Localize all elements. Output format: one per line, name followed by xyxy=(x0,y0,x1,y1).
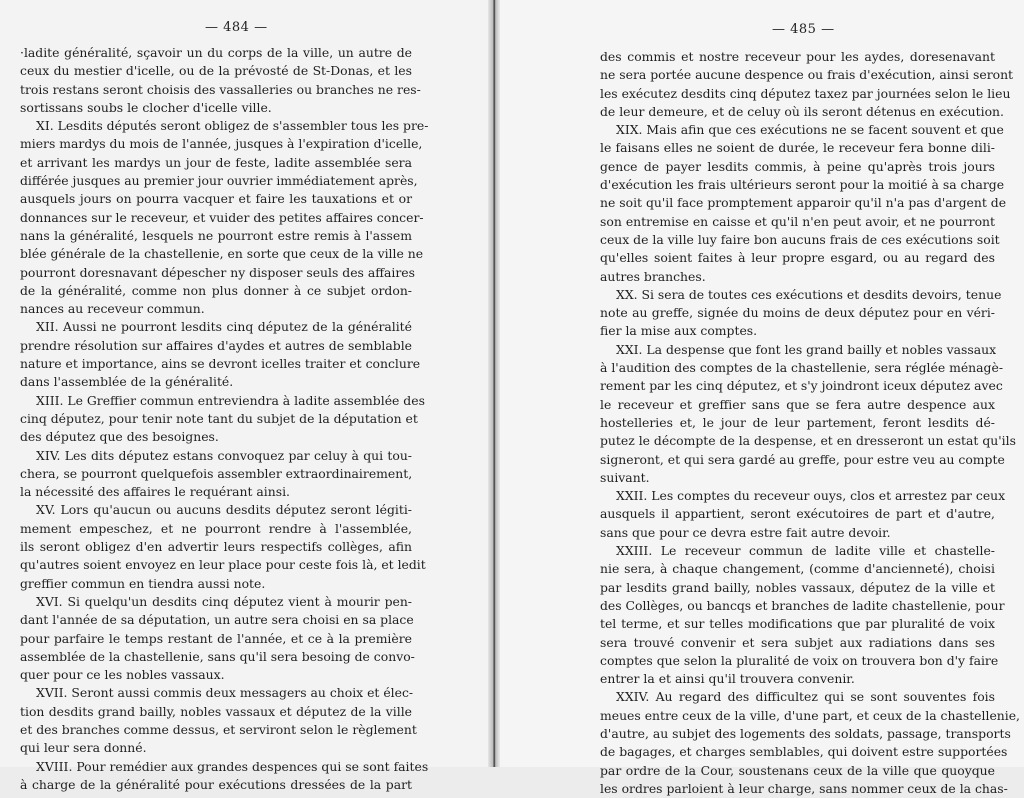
text-line: mement empeschez, et ne pourront rendre à l'assemblée, xyxy=(20,520,412,536)
text-line: suivant. xyxy=(600,469,650,485)
text-line: qu'autres soient envoyez en leur place pour ceste fois là, et ledit xyxy=(20,557,426,573)
text-line: par lesdits grand bailly, nobles vassaux, députez de la ville et xyxy=(600,579,995,595)
text-line: tion desdits grand bailly, nobles vassaux et députez de la ville xyxy=(20,703,412,719)
text-line: le receveur et greffier sans que se fera autre despence aux xyxy=(600,396,995,412)
text-line: XV. Lors qu'aucun ou aucuns desdits députez seront légiti- xyxy=(36,502,412,518)
text-line: cinq députez, pour tenir note tant du subjet de la députation et xyxy=(20,410,418,426)
book-gutter xyxy=(488,0,500,767)
text-line: d'exécution les frais ultérieurs seront pour la moitié à sa charge xyxy=(600,177,1005,193)
text-line: la nécessité des affaires le requérant ainsi. xyxy=(20,484,290,500)
text-line: donnances sur le receveur, et vuider des petites affaires concer- xyxy=(20,209,424,225)
left-page xyxy=(0,0,494,792)
text-line: prendre résolution sur affaires d'aydes et autres de semblable xyxy=(20,337,412,353)
text-line: signeront, et qui sera gardé au greffe, pour estre veu au compte xyxy=(600,451,1005,467)
text-line: dans l'assemblée de la généralité. xyxy=(20,374,234,390)
text-line: tel terme, et sur telles modifications que par pluralité de voix xyxy=(600,616,995,632)
text-line: ne sera portée aucune despence ou frais d'exécution, ainsi seront xyxy=(600,67,1014,83)
text-line: d'autre, au subjet des logements des soldats, passage, transports xyxy=(600,725,1011,741)
text-line: de bagages, et charges semblables, qui doivent estre supportées xyxy=(600,744,1008,760)
text-line: et arrivant les mardys un jour de feste, ladite assemblée sera xyxy=(20,154,412,170)
text-line: sera trouvé convenir et sera subjet aux radiations dans ses xyxy=(600,634,995,650)
text-line: hostelleries et, le jour de leur partement, feront lesdits dé- xyxy=(600,414,995,430)
text-line: de leur demeure, et de celuy où ils seront détenus en exécution. xyxy=(600,103,1004,119)
text-line: XVI. Si quelqu'un desdits cinq députez vient à mourir pen- xyxy=(36,593,412,609)
text-line: des députez que des besoignes. xyxy=(20,429,219,445)
text-line: ils seront obligez d'en advertir leurs respectifs collèges, afin xyxy=(20,539,412,555)
text-line: XIX. Mais afin que ces exécutions ne se facent souvent et que xyxy=(616,122,1004,138)
text-line: XVIII. Pour remédier aux grandes despences qui se sont faites xyxy=(36,758,429,774)
text-line: greffier commun en tiendra aussi note. xyxy=(20,575,266,591)
text-line: XVII. Seront aussi commis deux messagers au choix et élec- xyxy=(36,685,414,701)
text-line: entrer la et ainsi qu'il trouvera convenir. xyxy=(600,671,855,687)
text-line: ceux de la ville luy faire bon aucuns frais de ces exécutions soit xyxy=(600,231,1000,247)
text-line: le faisans elles ne soient de durée, le receveur fera bonne dili- xyxy=(600,140,995,156)
text-line: les ordres parloient à leur charge, sans nommer ceux de la chas- xyxy=(600,780,1008,796)
text-line: pour parfaire le temps restant de l'année, et ce à la première xyxy=(20,630,412,646)
text-line: pourront doresnavant dépescher ny disposer seuls des affaires xyxy=(20,264,415,280)
text-line: ne soit qu'il face promptement apparoir qu'il n'a pas d'argent de xyxy=(600,195,1007,211)
text-line: par ordre de la Cour, soustenans ceux de la ville que quoyque xyxy=(600,762,995,778)
text-line: autres branches. xyxy=(600,268,706,284)
text-line: différée jusques au premier jour ouvrier immédiatement après, xyxy=(20,173,418,189)
text-line: ausquels il appartient, seront exécutoires de part et d'autre, xyxy=(600,506,995,522)
right-page-text xyxy=(600,48,1020,798)
text-line: XII. Aussi ne pourront lesdits cinq députez de la généralité xyxy=(36,319,412,335)
text-line: XIII. Le Greffier commun entreviendra à ladite assemblée des xyxy=(36,392,425,408)
page-number-left: — 484 — xyxy=(205,20,268,35)
text-line: des commis et nostre receveur pour les aydes, doresenavant xyxy=(600,49,995,64)
text-line: les exécutez desdits cinq députez taxez par journées selon le lieu xyxy=(600,85,1011,101)
text-line: trois restans seront choisis des vassalleries ou branches ne res- xyxy=(20,81,421,97)
text-line: qui leur sera donné. xyxy=(20,740,147,756)
text-line: meues entre ceux de la ville, d'une part, et ceux de la chastellenie, xyxy=(600,707,1020,723)
text-line: assemblée de la chastellenie, sans qu'il sera besoing de convo- xyxy=(20,648,415,664)
text-line: dant l'année de sa députation, un autre sera choisi en sa place xyxy=(20,612,414,628)
text-line: et des branches comme dessus, et serviront selon le règlement xyxy=(20,721,417,737)
text-line: XXII. Les comptes du receveur ouys, clos et arrestez par ceux xyxy=(616,488,1006,504)
text-line: sortissans soubs le clocher d'icelle ville. xyxy=(20,99,272,115)
text-line: gence de payer lesdits commis, à peine qu'après trois jours xyxy=(600,158,995,174)
text-line: sans que pour ce devra estre fait autre devoir. xyxy=(600,524,891,540)
text-line: des Collèges, ou bancqs et branches de ladite chastellenie, pour xyxy=(600,597,1005,613)
text-line: XIV. Les dits députez estans convoquez par celuy à qui tou- xyxy=(36,447,412,463)
text-line: XXIII. Le receveur commun de ladite ville et chastelle- xyxy=(616,543,995,559)
text-line: ausquels jours on pourra vacquer et faire les tauxations et or xyxy=(20,191,412,207)
text-line: ·ladite généralité, sçavoir un du corps de la ville, un autre de xyxy=(20,45,412,60)
text-line: nans la généralité, lesquels ne pourront estre remis à l'assem xyxy=(20,227,412,243)
right-page xyxy=(500,0,1024,796)
text-line: à l'audition des comptes de la chastellenie, sera réglée ménagè- xyxy=(600,360,1004,376)
text-line: nie sera, à chaque changement, (comme d'ancienneté), choisi xyxy=(600,561,995,577)
left-page-text xyxy=(20,44,429,794)
text-line: putez le décompte de la despense, et en dresseront un estat qu'ils xyxy=(600,433,1016,449)
text-line: miers mardys du mois de l'année, jusques à l'expiration d'icelle, xyxy=(20,136,423,152)
text-line: quer pour ce les nobles vassaux. xyxy=(20,667,225,683)
text-line: XXI. La despense que font les grand bailly et nobles vassaux xyxy=(616,341,997,357)
text-line: à charge de la généralité pour exécutions dressées de la part xyxy=(20,776,412,792)
text-line: nature et importance, ains se devront icelles traiter et conclure xyxy=(20,356,421,372)
text-line: chera, se pourront quelquefois assembler extraordinairement, xyxy=(20,465,413,481)
text-line: ceux du mestier d'icelle, ou de la prévosté de St-Donas, et les xyxy=(20,63,412,79)
text-line: XX. Si sera de toutes ces exécutions et desdits devoirs, tenue xyxy=(616,286,1002,302)
text-line: de la généralité, comme non plus donner à ce subjet ordon- xyxy=(20,282,412,298)
text-line: nances au receveur commun. xyxy=(20,301,205,317)
text-line: note au greffe, signée du moins de deux députez pour en véri- xyxy=(600,305,995,321)
text-line: qu'elles soient faites à leur propre esgard, ou au regard des xyxy=(600,250,995,266)
page-number-right: — 485 — xyxy=(772,22,835,37)
text-line: XI. Lesdits députés seront obligez de s'assembler tous les pre- xyxy=(36,118,429,134)
text-line: comptes que selon la pluralité de voix on trouvera bon d'y faire xyxy=(600,652,999,668)
text-line: rement par les cinq députez, et s'y joindront iceux députez avec xyxy=(600,378,1003,394)
text-line: fier la mise aux comptes. xyxy=(600,323,758,339)
text-line: blée générale de la chastellenie, en sorte que ceux de la ville ne xyxy=(20,246,424,262)
text-line: son entremise en caisse et qu'il n'en peut avoir, et ne pourront xyxy=(600,213,995,229)
text-line: XXIV. Au regard des difficultez qui se sont souventes fois xyxy=(616,689,995,705)
